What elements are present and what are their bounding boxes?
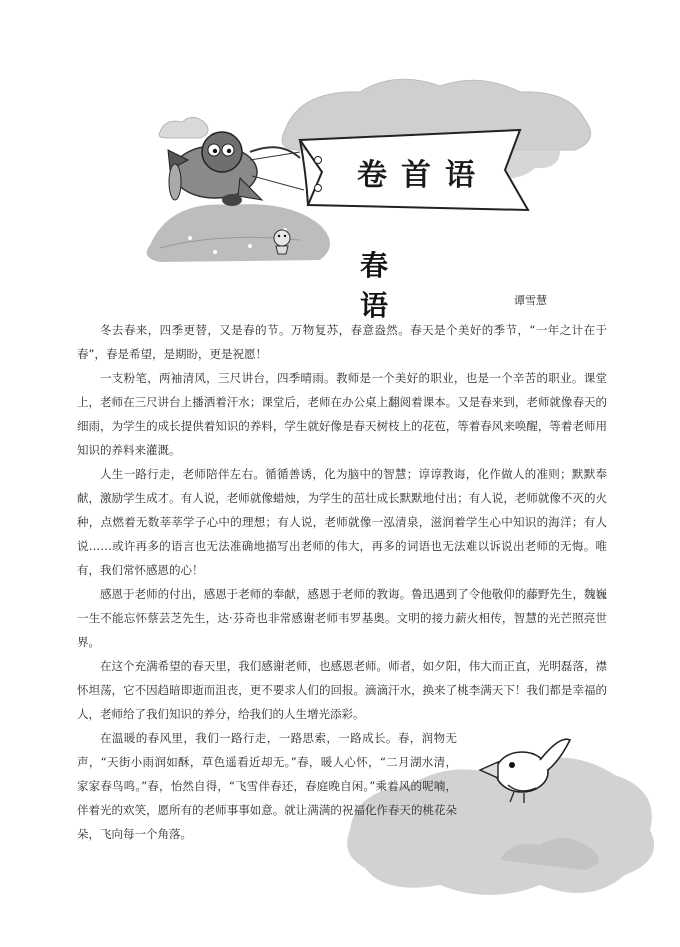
paragraph: 在这个充满希望的春天里，我们感谢老师，也感恩老师。师者，如夕阳，伟大而正直，光明磊落，襟怀坦荡，它不因趋暗即逝而沮丧，更不要求人们的回报。滴滴汗水，换来了桃李满天下！我们都是幸福的人，老师给了我们知识的养分，给我们的人生增光添彩。 — [77, 659, 607, 721]
article-body — [77, 318, 607, 846]
paragraph: 感恩于老师的付出，感恩于老师的奉献，感恩于老师的教诲。鲁迅遇到了令他敬仰的藤野先生，魏巍一生不能忘怀蔡芸芝先生，达·芬奇也非常感谢老师韦罗基奥。文明的接力薪火相传，智慧的光芒照亮世界。 — [77, 587, 607, 649]
paragraph: 在温暖的春风里，我们一路行走，一路思索，一路成长。春，润物无声，“天街小雨润如酥，草色遥看近却无。”春，暖人心怀，“二月湖水清，家家春鸟鸣。”春，怡然自得，“飞雪伴春还，春庭晚自闲。”乘着风的呢喃，伴着光的欢笑，愿所有的老师事事如意。就让满满的祝福化作春天的桃花朵朵，飞向每一个角落。 — [77, 731, 457, 841]
small-cloud — [159, 117, 208, 138]
cartoon-bird-airplane-icon — [168, 132, 300, 206]
article-title: 春 语 — [360, 249, 419, 322]
banner-title: 卷首语 — [357, 158, 489, 193]
paragraph: 冬去春来，四季更替，又是春的节。万物复苏，春意盎然。春天是个美好的季节，“一年之计在于春”，春是希望，是期盼，更是祝愿！ — [77, 323, 607, 361]
hill — [147, 204, 330, 262]
paragraph: 人生一路行走，老师陪伴左右。循循善诱，化为脑中的智慧；谆谆教诲，化作做人的准则；默默奉献，激励学生成才。有人说，老师就像蜡烛，为学生的茁壮成长默默地付出；有人说，老师就像不灭的火种，点燃着无数莘莘学子心中的理想；有人说，老师就像一泓清泉，滋润着学生心中知识的海洋；有人说……或许再多的语言也无法准确地描写出老师的伟大，再多的词语也无法难以诉说出老师的无悔。唯有，我们常怀感恩的心！ — [77, 467, 607, 577]
article-author: 谭雪慧 — [514, 294, 547, 307]
paragraph: 一支粉笔，两袖清风，三尺讲台，四季晴雨。教师是一个美好的职业，也是一个辛苦的职业。课堂上，老师在三尺讲台上播洒着汗水；课堂后，老师在办公桌上翻阅着课本。又是春来到，老师就像春天的细雨，为学生的成长提供着知识的养料，学生就好像是春天树枝上的花苞，等着春风来唤醒，等着老师用知识的养料来灌溉。 — [77, 371, 607, 457]
